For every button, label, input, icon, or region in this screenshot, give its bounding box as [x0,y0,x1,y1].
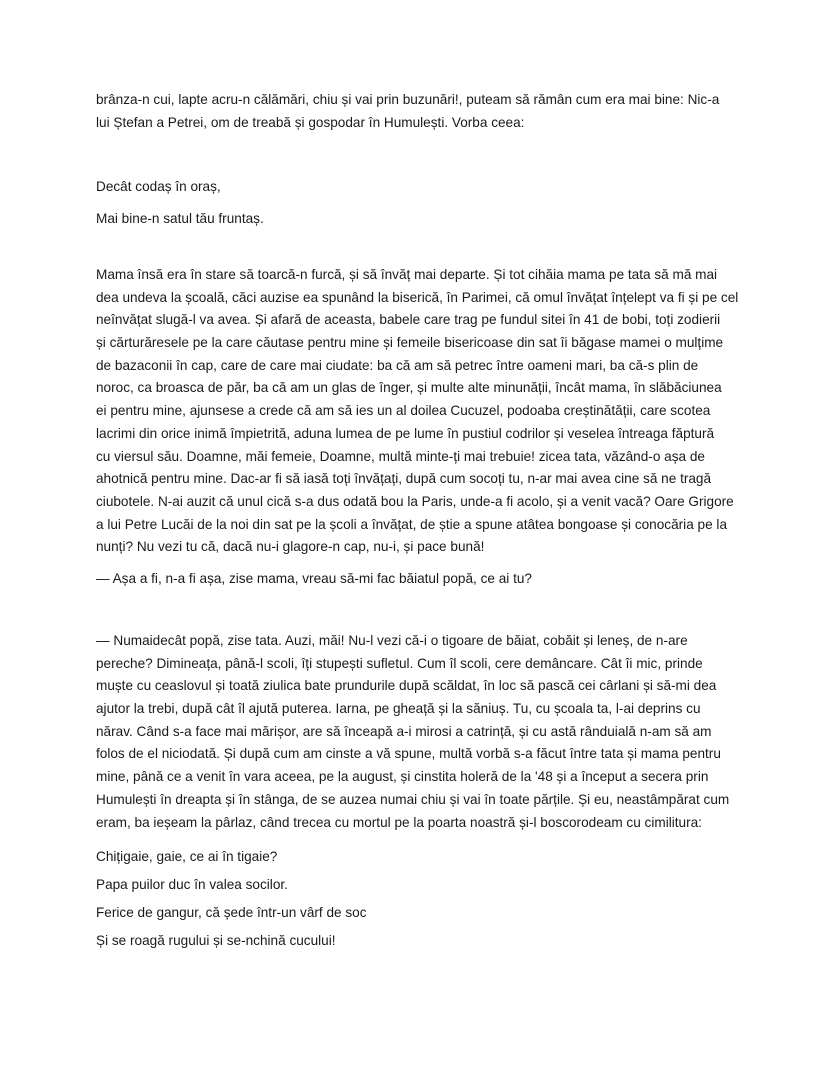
proverb-text: Mai bine-n satul tău fruntaș. [96,211,264,226]
text-line: cu viersul său. Doamne, măi femeie, Doamne, multă minte-ți mai trebuie! zicea tata, văzând-o așa de [96,448,705,464]
text-line: lacrimi din orice inimă împietrită, aduna lumea de pe lume în pustiul codrilor și veselea întreaga făptură [96,425,715,441]
text-line: neînvățat slugă-l va avea. Și afară de aceasta, babele care trag pe fundul sitei în 41 de bobi, toți zodierii [96,312,721,328]
text-line: lui Ștefan a Petrei, om de treabă și gospodar în Humulești. Vorba ceea: [96,114,525,130]
text-line: și cărturăresele pe la care căutase pentru mine și femeile bisericoase din sat îi băgase mamei o mulțime [96,335,724,351]
text-line: — Așa a fi, n-a fi așa, zise mama, vreau să-mi fac băiatul popă, ce ai tu? [96,571,532,586]
verse-block [96,843,756,955]
text-line: de bazaconii în cap, care de care mai ciudate: ba că am să petrec între oameni mari, ba că-s plin de [96,357,699,373]
text-line: Humulești în dreapta și în stânga, de se auzea numai chiu și vai în toate părțile. Și eu, neastâmpărat cum [96,791,730,807]
text-line: pereche? Dimineața, până-l scoli, îți stupești sufletul. Cum îl scoli, cere demâncare. Cât îi mic, prinde [96,655,703,671]
text-line: a lui Petre Lucăi de la noi din sat pe la școli a învățat, de știe a spune atâtea bongoase și conocăria pe la [96,516,728,532]
intro-paragraph [96,89,756,134]
text-line: nunți? Nu vezi tu că, dacă nu-i glagore-n cap, nu-i, și pace bună! [96,539,485,555]
proverb-line-2 [96,208,756,231]
proverb-line-1 [96,176,756,199]
text-line: nărav. Când s-a face mai mărișor, are să înceapă a-i mirosi a catrință, și cu astă rânduială n-am să am [96,723,712,739]
text-line: ciubotele. N-ai auzit că unul cică s-a dus odată bou la Paris, unde-a fi acolo, și a venit vacă? Oare Grigore [96,493,734,509]
paragraph-mama [96,264,756,559]
text-line: Și se roagă rugului și se-nchină cucului! [96,933,336,948]
text-line: — Numaidecât popă, zise tata. Auzi, măi! Nu-l vezi că-i o tigoare de băiat, cobăit și leneș, de n-are [96,633,688,648]
text-line: brânza-n cui, lapte acru-n călămări, chiu și vai prin buzunări!, puteam să rămân cum era mai bine: Nic-a [96,92,720,107]
text-line: Mama însă era în stare să toarcă-n furcă, și să învăț mai departe. Și tot cihăia mama pe tata să mă mai [96,267,718,282]
text-line: dea undeva la școală, căci auzise ea spunând la biserică, în Parimei, că omul învățat înțelept va fi și pe cel [96,289,739,305]
text-line: folos de el niciodată. Și după cum am cinste a vă spune, multă vorbă s-a făcut între tata și mama pentru [96,746,721,762]
text-line: Ferice de gangur, că șede într-un vârf de soc [96,905,367,920]
dialog-mama [96,568,756,591]
text-line: Papa puilor duc în valea socilor. [96,877,288,892]
text-line: ei pentru mine, ajunsese a crede că am să ies un al doilea Cucuzel, podoaba creștinătății, care scotea [96,403,711,419]
text-line: eram, ba ieșeam la pârlaz, când trecea cu mortul pe la poarta noastră și-l boscorodeam cu cimilitura: [96,814,702,830]
text-line: ahotnică pentru mine. Dac-ar fi să iasă toți învățați, după cum socoți tu, n-ar mai avea cine să ne tragă [96,471,712,487]
text-line: mine, până ce a venit în vara aceea, pe la august, și cinstita holeră de la '48 și a început a secera prin [96,769,709,785]
text-line: Chițigaie, gaie, ce ai în tigaie? [96,849,278,864]
text-line: muște cu ceaslovul și toată ziulica bate prundurile după scăldat, în loc să pască cei cârlani și să-mi dea [96,678,717,694]
text-line: noroc, ca broasca de păr, ba că am un glas de înger, și multe alte minunății, încât mama, în slăbăciunea [96,380,722,396]
proverb-text: Decât codaș în oraș, [96,179,221,194]
text-line: ajutor la trebi, după cât îl ajută puterea. Iarna, pe gheață și la săniuș. Tu, cu școala ta, l-ai deprins cu [96,701,701,717]
paragraph-tata [96,630,756,834]
